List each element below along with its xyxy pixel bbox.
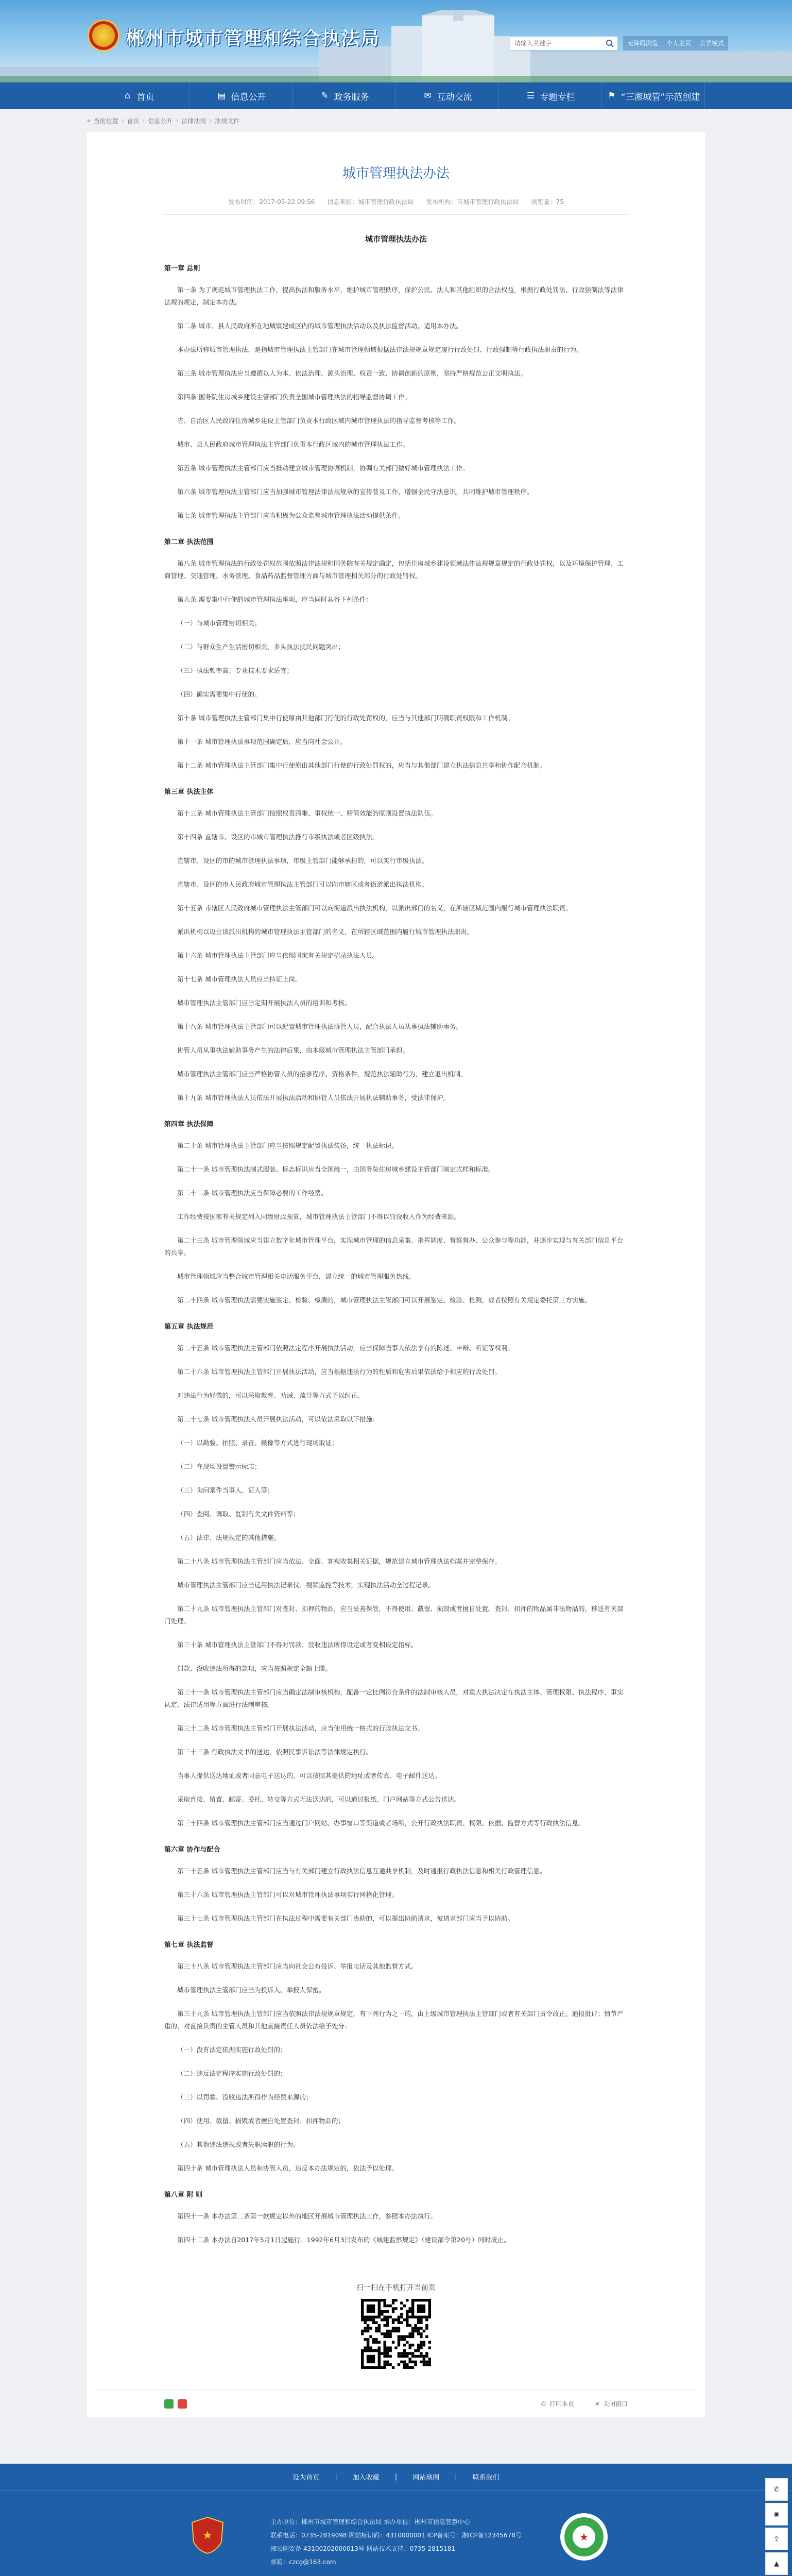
article-paragraph: 第二十五条 城市管理执法主管部门依照法定程序开展执法活动，应当保障当事人依法享有的陈述、申辩、听证等权利。 xyxy=(177,1344,514,1352)
publisher: 发布机构：市城市管理行政执法局 xyxy=(426,198,519,206)
article-paragraph: 第十八条 城市管理执法主管部门可以配置城市管理执法协管人员，配合执法人员从事执法辅助事务。 xyxy=(177,1023,462,1030)
nav-item-demonstration[interactable] xyxy=(602,82,705,109)
site-footer xyxy=(0,2464,792,2576)
article-paragraph: 第十九条 城市管理执法人员依法开展执法活动和协管人员依法开展执法辅助事务，受法律保护。 xyxy=(177,1094,450,1101)
article-paragraph: （一）与城市管理密切相关； xyxy=(177,619,261,627)
article xyxy=(87,132,705,2389)
footer-links: 设为首页 | 加入收藏 | 网站地图 | 联系我们 xyxy=(0,2464,792,2490)
share-float-button[interactable] xyxy=(765,2528,788,2550)
article-paragraph: 第二十九条 城市管理执法主管部门对查封、扣押的物品，应当妥善保管，不得使用、截留、损毁或者擅自处置。查封、扣押的物品属非法物品的，移送有关部门处理。 xyxy=(164,1605,624,1625)
chat-icon: ✉ xyxy=(424,91,432,101)
close-label: 关闭窗口 xyxy=(602,2400,628,2408)
location-icon: ⌖ xyxy=(87,116,91,124)
elder-mode-link[interactable]: 长辈模式 xyxy=(695,36,728,50)
nav-item-topics[interactable] xyxy=(499,82,602,109)
article-paragraph: 第十七条 城市管理执法人员应当持证上岗。 xyxy=(177,975,302,983)
close-icon: ✕ xyxy=(594,2400,600,2408)
article-paragraph: （二）与群众生产生活密切相关、多头执法扰民问题突出； xyxy=(177,643,345,651)
article-paragraph: 第三十条 城市管理执法主管部门不得对罚款、没收违法所得设定或者变相设定指标。 xyxy=(177,1641,418,1649)
chapter-heading: 第二章 执法范围 xyxy=(164,538,214,546)
footer-line: 联系电话：0735-2819098 网站标识码：4310000001 ICP备案号：湘ICP备12345678号 xyxy=(270,2532,522,2539)
document-icon: ▤ xyxy=(217,91,226,101)
article-paragraph: （五）法律、法规规定的其他措施。 xyxy=(177,1534,281,1541)
article-paragraph: 第九条 需要集中行使的城市管理执法事项，应当同时具备下列条件： xyxy=(177,596,372,603)
publish-time: 发布时间：2017-05-22 09:56 xyxy=(228,198,315,206)
floating-toolbar xyxy=(765,2478,790,2576)
article-paragraph: 城市管理执法主管部门应当定期开展执法人员的培训和考核。 xyxy=(177,999,351,1007)
article-paragraph: 省、自治区人民政府住房城乡建设主管部门负责本行政区域内城市管理执法的指导监督考核等工作。 xyxy=(177,417,461,425)
chapter-heading: 第三章 执法主体 xyxy=(164,788,214,796)
article-paragraph: 第六条 城市管理执法主管部门应当加强城市管理法律法规规章的宣传普及工作，增强全民守法意识，共同维护城市管理秩序。 xyxy=(177,488,533,496)
nav-label: 首页 xyxy=(136,92,154,103)
add-favorite-link[interactable]: 加入收藏 xyxy=(352,2474,380,2482)
article-paragraph: 第十六条 城市管理执法主管部门应当依照国家有关规定招录执法人员。 xyxy=(177,952,379,959)
wechat-float-button[interactable] xyxy=(765,2478,788,2501)
article-paragraph: 第四十二条 本办法自2017年5月1日起施行。1992年6月3日发布的《城建监察规定》（建设部令第20号）同时废止。 xyxy=(177,2236,510,2244)
breadcrumb-current[interactable]: 法规文件 xyxy=(215,117,240,125)
info-source: 信息来源：城市管理行政执法局 xyxy=(327,198,414,206)
printer-icon: ⎙ xyxy=(541,2400,546,2407)
article-paragraph: 第二十七条 城市管理执法人员开展执法活动，可以依法采取以下措施： xyxy=(177,1415,379,1423)
article-paragraph: 第四十条 城市管理执法人员和协管人员，违反本办法规定的，依法予以处理。 xyxy=(177,2164,398,2172)
top-links xyxy=(623,36,728,50)
footer-line: 主办单位：郴州市城市管理和综合执法局 承办单位：郴州市信息智慧中心 xyxy=(270,2518,470,2526)
chapter-heading: 第六章 协作与配合 xyxy=(164,1846,220,1854)
qr-block xyxy=(164,2282,628,2369)
article-paragraph: 对违法行为轻微的，可以采取教育、劝诫、疏导等方式予以纠正。 xyxy=(177,1392,364,1399)
article-paragraph: 第八条 城市管理执法的行政处罚权范围依照法律法规和国务院有关规定确定，包括住房城乡建设领域法律法规规章规定的行政处罚权，以及环境保护管理、工商管理、交通管理、水务管理、食品药品监督管理方面与城市管理相关部分的行政处罚权。 xyxy=(164,560,624,580)
share-icons xyxy=(164,2399,187,2409)
article-paragraph: 第十一条 城市管理执法事项范围确定后，应当向社会公开。 xyxy=(177,738,347,745)
article-paragraph: （五）其他违法违规或者失职渎职的行为。 xyxy=(177,2141,300,2148)
footer-line: 湘公网安备 43100202000013号 网站技术支持：0735-2815181 xyxy=(270,2545,455,2552)
nav-label: 信息公开 xyxy=(231,92,266,103)
article-paragraph: 第二十二条 城市管理执法应当保障必要的工作经费。 xyxy=(177,1189,328,1197)
article-paragraph: （二）违反法定程序实施行政处罚的； xyxy=(177,2070,287,2077)
footer-line: 邮箱：czcg@163.com xyxy=(270,2558,336,2566)
article-paragraph: 直辖市、设区的市的城市管理执法事项，市级主管部门能够承担的，可以实行市级执法。 xyxy=(177,857,428,865)
service-icon: ✎ xyxy=(321,91,329,101)
wechat-share-icon[interactable] xyxy=(164,2399,174,2409)
topic-icon: ☰ xyxy=(526,91,535,101)
arrow-up-icon: ▲ xyxy=(774,2560,779,2568)
share-bar xyxy=(87,2389,705,2417)
article-paragraph: 第三十二条 城市管理执法主管部门开展执法活动，应当使用统一格式的行政执法文书。 xyxy=(177,1724,424,1732)
article-paragraph: 第三十五条 城市管理执法主管部门应当与有关部门建立行政执法信息互通共享机制，及时通报行政执法信息和相关行政管理信息。 xyxy=(177,1867,546,1875)
qr-label: 扫一扫在手机打开当前页 xyxy=(356,2284,436,2292)
national-emblem-icon: ★ xyxy=(88,20,119,52)
article-paragraph: （三）执法频率高、专业技术要求适宜； xyxy=(177,667,294,674)
article-paragraph: （一）以勘验、拍照、录音、摄像等方式进行现场取证； xyxy=(177,1439,338,1447)
article-paragraph: 第四十一条 本办法第二条第一款规定以外的地区开展城市管理执法工作，参照本办法执行。 xyxy=(177,2212,437,2220)
article-paragraph: 采取直接、留置、邮寄、委托、转交等方式无法送达的，可以通过报纸、门户网站等方式公告送达。 xyxy=(177,1795,461,1803)
article-paragraph: 城市管理领域应当整合城市管理相关电话服务平台，建立统一的城市管理服务热线。 xyxy=(177,1273,416,1280)
article-paragraph: 第一条 为了规范城市管理执法工作，提高执法和服务水平，维护城市管理秩序，保护公民、法人和其他组织的合法权益，根据行政处罚法、行政强制法等法律法规的规定，制定本办法。 xyxy=(164,286,624,306)
article-title: 城市管理执法办法 xyxy=(342,166,450,181)
chapter-heading: 第五章 执法规范 xyxy=(164,1323,214,1331)
article-paragraph: 第三十八条 城市管理执法主管部门应当向社会公布投诉、举报电话及其他监督方式。 xyxy=(177,1962,418,1970)
print-button[interactable] xyxy=(541,2399,574,2408)
article-paragraph: （一）没有法定依据实施行政处罚的； xyxy=(177,2046,287,2054)
nav-label: “三湘城管”示范创建 xyxy=(621,92,700,103)
nav-item-info-public[interactable] xyxy=(190,82,293,109)
article-paragraph: （四）查阅、调取、复制有关文件资料等； xyxy=(177,1510,300,1518)
article-paragraph: 城市管理执法主管部门应当严格协管人员的招录程序、资格条件，规范执法辅助行为，建立退出机制。 xyxy=(177,1070,467,1078)
article-paragraph: 第十条 城市管理执法主管部门集中行使原由其他部门行使的行政处罚权的，应当与其他部门明确职责权限和工作机制。 xyxy=(177,714,514,722)
sitemap-link[interactable]: 网站地图 xyxy=(412,2474,440,2482)
close-window-button[interactable] xyxy=(595,2399,628,2408)
article-paragraph: 第四条 国务院住房城乡建设主管部门负责全国城市管理执法的指导监督协调工作。 xyxy=(177,393,411,401)
chapter-heading: 第八章 附 则 xyxy=(164,2191,203,2199)
article-paragraph: 第三十六条 城市管理执法主管部门可以对城市管理执法事项实行网格化管理。 xyxy=(177,1891,398,1899)
article-paragraph: 第三十一条 城市管理执法主管部门应当确定法制审核机构，配备一定比例符合条件的法制审核人员，对重大执法决定在执法主体、管理权限、执法程序、事实认定、法律适用等方面进行法制审核。 xyxy=(164,1688,624,1708)
article-paragraph: （四）使用、截留、损毁或者擅自处置查封、扣押物品的； xyxy=(177,2117,345,2125)
paragraph-list xyxy=(164,263,628,2246)
contact-link[interactable]: 联系我们 xyxy=(472,2474,500,2482)
article-paragraph: （二）在现场设置警示标志； xyxy=(177,1463,261,1470)
weibo-icon: ◉ xyxy=(773,2510,780,2518)
article-paragraph: 城市管理执法主管部门应当运用执法记录仪、视频监控等技术，实现执法活动全过程记录。 xyxy=(177,1581,435,1589)
wechat-icon: ✆ xyxy=(773,2485,780,2494)
article-paragraph: （四）确实需要集中行使的。 xyxy=(177,690,261,698)
search-box xyxy=(510,36,618,50)
party-government-badge-icon[interactable] xyxy=(191,2516,225,2554)
article-paragraph: 第二十三条 城市管理领域应当建立数字化城市管理平台，实现城市管理的信息采集、指挥调度、督察督办、公众参与等功能，并逐步实现与有关部门信息平台的共享。 xyxy=(164,1236,624,1257)
article-paragraph: （三）询问案件当事人、证人等； xyxy=(177,1486,274,1494)
article-paragraph: 第二十八条 城市管理执法主管部门应当依法、全面、客观收集相关证据，规范建立城市管理执法档案并完整保存。 xyxy=(177,1557,501,1565)
article-paragraph: 直辖市、设区的市人民政府城市管理执法主管部门可以向市辖区或者街道派出执法机构。 xyxy=(177,880,428,888)
main-nav xyxy=(0,82,792,109)
nav-item-home[interactable] xyxy=(87,82,190,109)
footer-info xyxy=(0,2490,792,2576)
breadcrumb-home[interactable]: 首页 xyxy=(127,117,140,125)
article-paragraph: 当事人提供送达地址或者同意电子送达的，可以按照其提供的地址或者传真、电子邮件送达。 xyxy=(177,1772,441,1780)
article-paragraph: 第五条 城市管理执法主管部门应当推动建立城市管理协调机制，协调有关部门做好城市管理执法工作。 xyxy=(177,464,469,472)
set-homepage-link[interactable]: 设为首页 xyxy=(292,2474,320,2482)
article-paragraph: 工作经费按国家有关规定列入同级财政预算，城市管理执法主管部门不得以罚没收入作为经费来源。 xyxy=(177,1213,461,1221)
site-header xyxy=(0,0,792,82)
search-button[interactable] xyxy=(602,37,617,50)
nav-item-services[interactable] xyxy=(293,82,396,109)
error-report-badge-icon[interactable] xyxy=(558,2511,610,2563)
weibo-float-button[interactable] xyxy=(765,2503,788,2526)
document-title: 城市管理执法办法 xyxy=(365,234,427,244)
article-paragraph: 第二十条 城市管理执法主管部门应当按照规定配置执法装备，统一执法标识。 xyxy=(177,1142,398,1149)
view-count: 浏览量：75 xyxy=(531,198,564,206)
nav-label: 专题专栏 xyxy=(540,92,575,103)
article-paragraph: 第十五条 市辖区人民政府城市管理执法主管部门可以向街道派出执法机构，以派出部门的名义，在所辖区域范围内履行城市管理执法职责。 xyxy=(177,904,572,912)
breadcrumb-info-public[interactable]: 信息公开 xyxy=(148,117,173,125)
share-icon: ⇪ xyxy=(773,2535,780,2543)
svg-text:★: ★ xyxy=(579,2531,589,2543)
article-paragraph: （三）以罚款、没收违法所得作为经费来源的； xyxy=(177,2093,313,2101)
breadcrumb-label: 当前位置 xyxy=(93,117,118,125)
article-paragraph: 第二十一条 城市管理执法制式服装、标志标识应当全国统一，由国务院住房城乡建设主管部门制定式样和标准。 xyxy=(177,1165,495,1173)
back-to-top-button[interactable] xyxy=(765,2552,788,2575)
search-input[interactable] xyxy=(510,37,602,50)
article-paragraph: 第三十九条 城市管理执法主管部门应当依照法律法规规章规定，有下列行为之一的，由上级城市管理执法主管部门或者有关部门责令改正，通报批评；情节严重的，对直接负责的主管人员和其他直接责任人员依法给予处分： xyxy=(164,2010,624,2030)
print-label: 打印本页 xyxy=(549,2400,574,2408)
article-paragraph: 第三十七条 城市管理执法主管部门在执法过程中需要有关部门协助的，可以提出协助请求，被请求部门应当予以协助。 xyxy=(177,1914,514,1922)
nav-item-interaction[interactable] xyxy=(396,82,499,109)
chapter-heading: 第七章 执法监督 xyxy=(164,1941,214,1949)
nav-label: 政务服务 xyxy=(334,92,369,103)
article-paragraph: 第十四条 直辖市、设区的市城市管理执法推行市级执法或者区级执法。 xyxy=(177,833,379,841)
article-meta xyxy=(164,197,628,215)
article-paragraph: 第二十六条 城市管理执法主管部门开展执法活动，应当根据违法行为的性质和危害后果依法给予相应的行政处罚。 xyxy=(177,1368,501,1376)
breadcrumb-laws[interactable]: 法律法规 xyxy=(181,117,206,125)
article-paragraph: 第三条 城市管理执法应当遵循以人为本、依法治理、源头治理、权责一致、协调创新的原则，坚持严格规范公正文明执法。 xyxy=(177,369,527,377)
article-paragraph: 本办法所称城市管理执法，是指城市管理执法主管部门在城市管理领域根据法律法规规章规定履行行政处罚、行政强制等行政执法职责的行为。 xyxy=(177,346,583,353)
home-icon: ⌂ xyxy=(125,91,130,101)
chapter-heading: 第四章 执法保障 xyxy=(164,1121,214,1128)
article-paragraph: 第三十四条 城市管理执法主管部门应当通过门户网站、办事窗口等渠道或者场所，公开行政执法职责、权限、依据、监督方式等行政执法信息。 xyxy=(177,1819,585,1827)
site-title: 郴州市城市管理和综合执法局 xyxy=(126,27,381,49)
article-paragraph: 第二条 城市、县人民政府所在地城镇建成区内的城市管理执法活动以及执法监督活动，适用本办法。 xyxy=(177,322,462,330)
article-paragraph: 第二十四条 城市管理执法需要实施鉴定、检验、检测的，城市管理执法主管部门可以开展鉴定、检验、检测，或者按照有关规定委托第三方实施。 xyxy=(177,1296,591,1304)
article-paragraph: 第七条 城市管理执法主管部门应当积极为公众监督城市管理执法活动提供条件。 xyxy=(177,512,405,519)
flag-icon: ⚑ xyxy=(608,91,616,101)
article-paragraph: 罚款、没收违法所得的款项，应当按照规定全额上缴。 xyxy=(177,1665,332,1672)
nav-label: 互动交流 xyxy=(437,92,472,103)
chapter-heading: 第一章 总则 xyxy=(164,265,200,273)
article-paragraph: 城市、县人民政府城市管理执法主管部门负责本行政区域内的城市管理执法工作。 xyxy=(177,440,409,448)
article-paragraph: 第十二条 城市管理执法主管部门集中行使原由其他部门行使的行政处罚权的，应当与其他部门建立执法信息共享和协作配合机制。 xyxy=(177,761,546,769)
search-icon xyxy=(606,39,614,47)
accessibility-link[interactable]: 无障碍浏览 xyxy=(623,36,662,50)
weibo-share-icon[interactable] xyxy=(178,2399,187,2409)
breadcrumb: ⌖ 当前位置 › 首页 › 信息公开 › 法律法规 › 法规文件 xyxy=(87,116,240,125)
article-paragraph: 协管人员从事执法辅助事务产生的法律后果，由本级城市管理执法主管部门承担。 xyxy=(177,1046,409,1054)
article-content xyxy=(164,233,628,2246)
qr-code xyxy=(361,2299,431,2369)
article-paragraph: 派出机构以设立该派出机构的城市管理执法主管部门的名义，在所辖区域范围内履行城市管理执法职责。 xyxy=(177,928,474,936)
article-paragraph: 城市管理执法主管部门应当为投诉人、举报人保密。 xyxy=(177,1986,325,1994)
personal-home-link[interactable]: 个人主页 xyxy=(662,36,695,50)
article-paragraph: 第三十三条 行政执法文书的送达，依照民事诉讼法等法律规定执行。 xyxy=(177,1748,372,1756)
article-paragraph: 第十三条 城市管理执法主管部门按照权责清晰、事权统一、精简效能的原则设置执法队伍。 xyxy=(177,809,437,817)
svg-text:★: ★ xyxy=(202,2529,213,2542)
